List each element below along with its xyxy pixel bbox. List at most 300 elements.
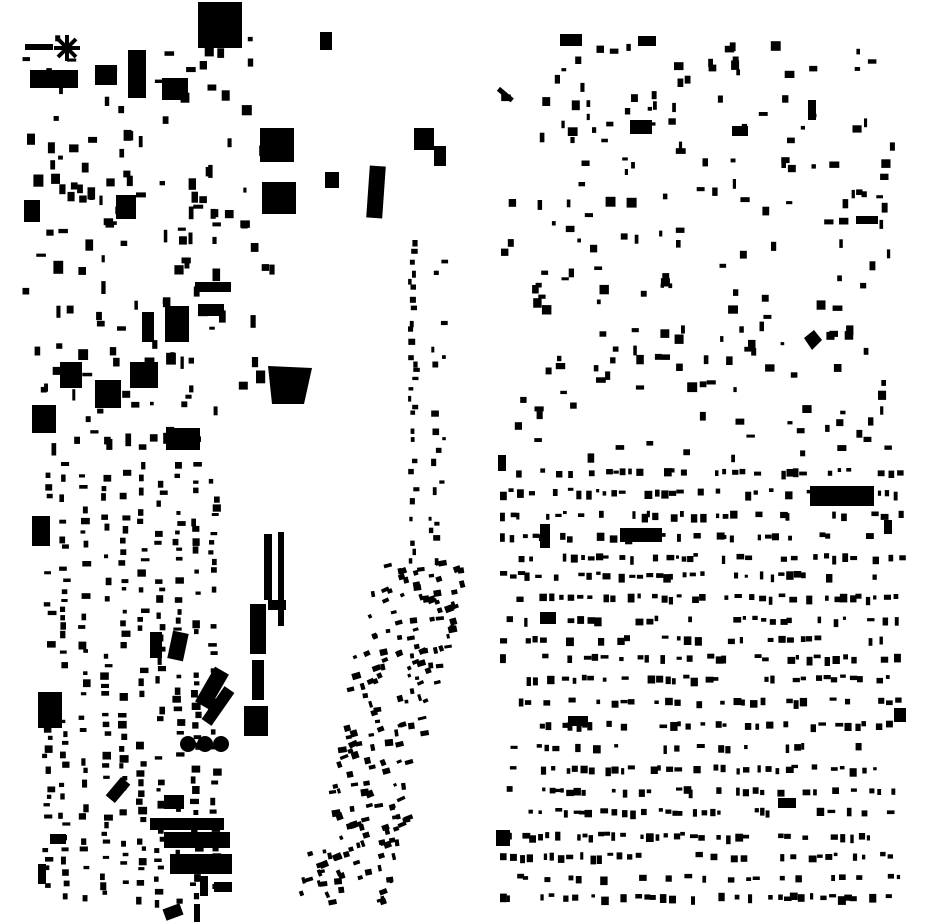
building-footprint	[97, 409, 103, 414]
building-footprint	[191, 776, 196, 783]
building-footprint	[23, 288, 30, 295]
building-footprint	[194, 874, 201, 882]
building-footprint	[507, 616, 513, 622]
building-footprint	[81, 530, 86, 533]
building-footprint	[576, 876, 582, 883]
building-footprint	[758, 765, 761, 772]
building-footprint	[894, 708, 906, 722]
building-footprint	[104, 654, 108, 659]
building-footprint	[165, 51, 175, 56]
building-footprint	[410, 297, 416, 303]
building-footprint	[62, 741, 68, 745]
building-footprint	[810, 893, 813, 899]
building-footprint	[711, 854, 718, 861]
building-footprint	[674, 62, 684, 70]
building-footprint	[155, 756, 162, 759]
building-footprint	[684, 874, 692, 878]
building-footprint	[833, 306, 843, 311]
building-footprint	[834, 364, 842, 372]
building-footprint	[121, 642, 127, 648]
building-footprint	[619, 657, 623, 661]
building-footprint	[745, 556, 752, 561]
building-footprint	[604, 595, 610, 603]
building-footprint	[411, 285, 417, 290]
building-footprint	[830, 698, 837, 701]
building-footprint	[163, 300, 168, 305]
building-footprint	[845, 723, 852, 731]
building-footprint	[816, 675, 822, 681]
building-footprint	[628, 765, 635, 769]
building-footprint	[409, 558, 413, 563]
building-footprint	[626, 44, 630, 51]
building-footprint	[843, 199, 849, 208]
building-footprint	[158, 658, 162, 665]
building-footprint	[735, 895, 740, 900]
building-footprint	[120, 549, 126, 555]
building-footprint	[697, 744, 705, 748]
building-footprint	[516, 513, 519, 520]
building-footprint	[622, 810, 628, 817]
building-footprint	[102, 255, 105, 262]
building-footprint	[101, 684, 109, 688]
building-footprint	[45, 715, 51, 718]
building-footprint	[680, 511, 684, 517]
building-footprint	[807, 490, 811, 494]
building-footprint	[540, 894, 543, 900]
building-footprint	[786, 513, 790, 521]
building-footprint	[570, 137, 574, 143]
building-footprint	[828, 471, 832, 476]
building-footprint	[611, 490, 617, 496]
building-footprint	[646, 833, 654, 842]
building-footprint	[799, 472, 807, 476]
building-footprint	[749, 594, 754, 600]
building-footprint	[192, 526, 199, 532]
building-footprint	[765, 535, 772, 539]
building-footprint	[880, 637, 883, 645]
building-footprint	[839, 218, 848, 225]
building-footprint	[262, 182, 296, 214]
building-footprint	[736, 69, 740, 75]
building-footprint	[131, 402, 139, 408]
building-footprint	[612, 789, 616, 793]
building-footprint	[136, 192, 146, 197]
building-footprint	[818, 617, 822, 624]
building-footprint	[529, 557, 533, 562]
building-footprint	[576, 491, 581, 500]
building-footprint	[791, 372, 798, 377]
building-footprint	[786, 571, 793, 580]
building-footprint	[213, 504, 221, 511]
building-footprint	[606, 197, 616, 207]
building-footprint	[413, 487, 419, 491]
building-footprint	[604, 832, 610, 836]
building-footprint	[825, 854, 832, 860]
building-footprint	[800, 450, 805, 456]
building-footprint	[672, 678, 676, 684]
building-footprint	[746, 435, 755, 438]
building-footprint	[47, 641, 56, 648]
building-footprint	[44, 602, 51, 606]
building-footprint	[138, 625, 143, 631]
building-footprint	[584, 656, 592, 660]
building-footprint	[103, 752, 112, 760]
building-footprint	[319, 881, 327, 887]
building-footprint	[82, 561, 91, 567]
building-footprint	[600, 877, 607, 886]
building-footprint	[589, 835, 593, 842]
building-footprint	[646, 441, 653, 446]
building-footprint	[411, 306, 417, 311]
building-footprint	[46, 696, 53, 702]
building-footprint	[589, 768, 595, 775]
building-footprint	[89, 196, 93, 201]
building-footprint	[655, 354, 662, 360]
building-footprint	[676, 364, 683, 371]
building-footprint	[753, 877, 760, 881]
building-footprint	[212, 559, 217, 565]
building-footprint	[564, 810, 568, 817]
building-footprint	[58, 156, 63, 160]
building-footprint	[158, 647, 166, 652]
building-footprint	[256, 371, 265, 384]
building-footprint	[730, 511, 737, 519]
building-footprint	[210, 745, 218, 749]
building-footprint	[829, 162, 839, 168]
building-footprint	[113, 66, 117, 71]
building-footprint	[656, 573, 663, 578]
building-footprint	[523, 534, 528, 538]
building-footprint	[881, 514, 889, 520]
building-footprint	[50, 160, 55, 169]
building-footprint	[30, 70, 78, 88]
building-footprint	[661, 490, 668, 498]
building-footprint	[48, 142, 55, 153]
building-footprint	[498, 455, 506, 471]
building-footprint	[137, 839, 142, 845]
building-footprint	[537, 744, 542, 748]
building-footprint	[740, 251, 747, 259]
building-footprint	[791, 765, 798, 768]
building-footprint	[868, 59, 877, 63]
building-footprint	[436, 448, 442, 453]
building-footprint	[198, 307, 207, 316]
building-footprint	[855, 67, 860, 71]
building-footprint	[122, 391, 130, 398]
building-footprint	[82, 780, 87, 788]
building-footprint	[52, 443, 57, 455]
building-footprint	[660, 329, 669, 338]
building-footprint	[716, 787, 721, 794]
building-footprint	[239, 382, 248, 390]
building-footprint	[123, 470, 131, 476]
building-footprint	[563, 896, 568, 902]
building-footprint	[768, 638, 774, 642]
building-footprint	[83, 679, 91, 687]
building-footprint	[59, 86, 63, 94]
building-footprint	[177, 731, 184, 735]
building-footprint	[614, 744, 618, 747]
building-footprint	[743, 616, 746, 620]
building-footprint	[172, 696, 181, 703]
building-footprint	[155, 889, 163, 895]
building-footprint	[408, 326, 413, 331]
building-footprint	[603, 555, 609, 558]
building-footprint	[831, 677, 837, 682]
building-footprint	[885, 490, 889, 496]
building-footprint	[578, 513, 584, 517]
building-footprint	[213, 769, 222, 776]
building-footprint	[612, 701, 619, 708]
building-footprint	[878, 698, 884, 704]
building-footprint	[880, 852, 886, 856]
building-footprint	[568, 471, 573, 478]
building-footprint	[362, 693, 368, 698]
building-footprint	[733, 57, 739, 65]
building-footprint	[652, 594, 658, 598]
building-footprint	[786, 201, 792, 204]
building-footprint	[46, 230, 53, 236]
building-footprint	[825, 425, 830, 432]
building-footprint	[856, 875, 862, 880]
building-footprint	[676, 788, 682, 791]
building-footprint	[694, 533, 701, 539]
building-footprint	[668, 118, 675, 124]
building-footprint	[360, 788, 369, 796]
building-footprint	[386, 629, 391, 633]
building-footprint	[569, 876, 574, 881]
building-footprint	[716, 721, 722, 728]
building-footprint	[883, 618, 889, 626]
building-footprint	[123, 526, 129, 534]
building-footprint	[597, 300, 601, 305]
building-footprint	[155, 676, 159, 683]
building-footprint	[594, 617, 601, 626]
building-footprint	[100, 882, 106, 890]
building-footprint	[214, 497, 220, 503]
building-footprint	[60, 752, 66, 759]
building-footprint	[730, 42, 736, 51]
building-footprint	[62, 869, 69, 876]
building-footprint	[63, 579, 70, 583]
building-footprint	[645, 655, 649, 663]
building-footprint	[596, 700, 600, 705]
building-footprint	[690, 834, 698, 838]
building-footprint	[127, 176, 133, 186]
building-footprint	[545, 745, 550, 751]
building-footprint	[653, 101, 657, 110]
building-footprint	[578, 573, 584, 577]
building-footprint	[175, 688, 181, 695]
building-footprint	[754, 472, 761, 476]
building-footprint	[784, 834, 791, 839]
building-footprint	[511, 746, 518, 749]
building-footprint	[211, 729, 216, 734]
building-footprint	[346, 771, 353, 778]
building-footprint	[560, 788, 563, 792]
building-footprint	[442, 355, 446, 359]
building-footprint	[173, 628, 181, 631]
building-footprint	[561, 68, 566, 71]
building-footprint	[607, 853, 613, 856]
building-footprint	[826, 491, 833, 498]
building-footprint	[840, 834, 845, 842]
building-footprint	[78, 625, 85, 629]
building-footprint	[209, 864, 214, 867]
building-footprint	[758, 535, 761, 541]
building-footprint	[163, 433, 167, 444]
building-footprint	[568, 722, 573, 731]
building-footprint	[81, 692, 86, 695]
building-footprint	[895, 698, 901, 703]
building-footprint	[240, 220, 250, 227]
building-footprint	[794, 744, 801, 751]
building-footprint	[145, 358, 155, 363]
building-footprint	[136, 742, 144, 750]
building-footprint	[621, 700, 628, 703]
building-footprint	[566, 638, 574, 647]
building-footprint	[428, 662, 433, 668]
building-footprint	[533, 677, 538, 685]
building-footprint	[158, 866, 164, 870]
building-footprint	[32, 405, 56, 433]
building-footprint	[192, 766, 201, 773]
building-footprint	[840, 675, 846, 678]
building-footprint	[748, 894, 752, 903]
building-footprint	[740, 469, 746, 474]
building-footprint	[662, 596, 668, 603]
building-footprint	[657, 765, 661, 770]
building-footprint	[840, 594, 847, 603]
building-footprint	[817, 808, 825, 816]
building-footprint	[553, 489, 558, 496]
building-footprint	[501, 95, 511, 102]
building-footprint	[577, 723, 582, 732]
building-footprint	[500, 654, 506, 663]
building-footprint	[606, 721, 611, 727]
building-footprint	[853, 854, 857, 861]
building-footprint	[179, 236, 187, 244]
building-footprint	[884, 520, 892, 534]
building-footprint	[617, 852, 623, 859]
building-footprint	[78, 349, 88, 360]
building-footprint	[638, 594, 641, 599]
building-footprint	[778, 834, 784, 839]
building-footprint	[817, 855, 823, 858]
building-footprint	[338, 887, 344, 894]
building-footprint	[864, 118, 867, 127]
building-footprint	[674, 767, 682, 771]
building-footprint	[123, 880, 129, 884]
building-footprint	[165, 306, 189, 342]
building-footprint	[645, 491, 653, 499]
building-footprint	[664, 745, 667, 754]
building-footprint	[140, 668, 149, 673]
building-footprint	[850, 835, 853, 844]
building-footprint	[742, 124, 747, 132]
building-footprint	[79, 813, 86, 819]
building-footprint	[690, 573, 696, 577]
building-footprint	[175, 597, 183, 603]
building-footprint	[211, 668, 216, 673]
building-footprint	[556, 471, 562, 478]
building-footprint	[596, 553, 603, 560]
building-footprint	[83, 804, 88, 812]
building-footprint	[243, 188, 246, 193]
building-footprint	[429, 574, 435, 578]
building-footprint	[794, 571, 801, 578]
building-footprint	[856, 189, 862, 195]
building-footprint	[726, 356, 733, 365]
building-footprint	[577, 595, 583, 599]
building-footprint	[770, 676, 774, 684]
building-footprint	[508, 239, 514, 247]
building-footprint	[723, 723, 727, 726]
building-footprint	[846, 325, 853, 335]
building-footprint	[501, 249, 508, 256]
building-footprint	[840, 766, 845, 769]
building-footprint	[95, 380, 102, 388]
building-footprint	[62, 762, 69, 768]
building-footprint	[761, 698, 766, 706]
building-footprint	[152, 340, 157, 349]
building-footprint	[103, 891, 108, 895]
building-footprint	[46, 68, 52, 81]
building-footprint	[788, 165, 796, 172]
building-footprint	[567, 200, 571, 208]
building-footprint	[106, 178, 114, 186]
building-footprint	[139, 136, 143, 147]
building-footprint	[373, 707, 381, 713]
building-footprint	[539, 535, 543, 542]
building-footprint	[629, 575, 635, 578]
building-footprint	[252, 357, 258, 367]
building-footprint	[59, 783, 64, 787]
building-footprint	[735, 834, 743, 842]
building-footprint	[585, 213, 593, 217]
building-footprint	[211, 209, 216, 219]
building-footprint	[869, 788, 874, 793]
building-footprint	[137, 617, 143, 622]
building-footprint	[603, 491, 607, 495]
building-footprint	[538, 834, 543, 841]
building-footprint	[636, 619, 644, 626]
building-footprint	[783, 721, 788, 727]
building-footprint	[211, 624, 217, 629]
building-footprint	[781, 342, 785, 345]
building-footprint	[712, 188, 717, 196]
building-footprint	[196, 592, 201, 595]
building-footprint	[718, 893, 724, 901]
building-footprint	[788, 657, 796, 664]
building-footprint	[669, 896, 676, 904]
building-footprint	[598, 832, 604, 837]
building-footprint	[842, 553, 848, 562]
building-footprint	[703, 158, 709, 166]
building-footprint	[838, 468, 841, 472]
building-footprint	[782, 95, 788, 103]
building-footprint	[543, 700, 550, 705]
building-footprint	[176, 850, 180, 854]
building-footprint	[778, 798, 796, 808]
building-footprint	[781, 557, 787, 562]
building-footprint	[62, 589, 68, 594]
building-footprint	[676, 490, 684, 494]
building-footprint	[772, 533, 779, 540]
building-footprint	[755, 512, 762, 517]
building-footprint	[83, 649, 88, 653]
building-footprint	[208, 643, 217, 647]
